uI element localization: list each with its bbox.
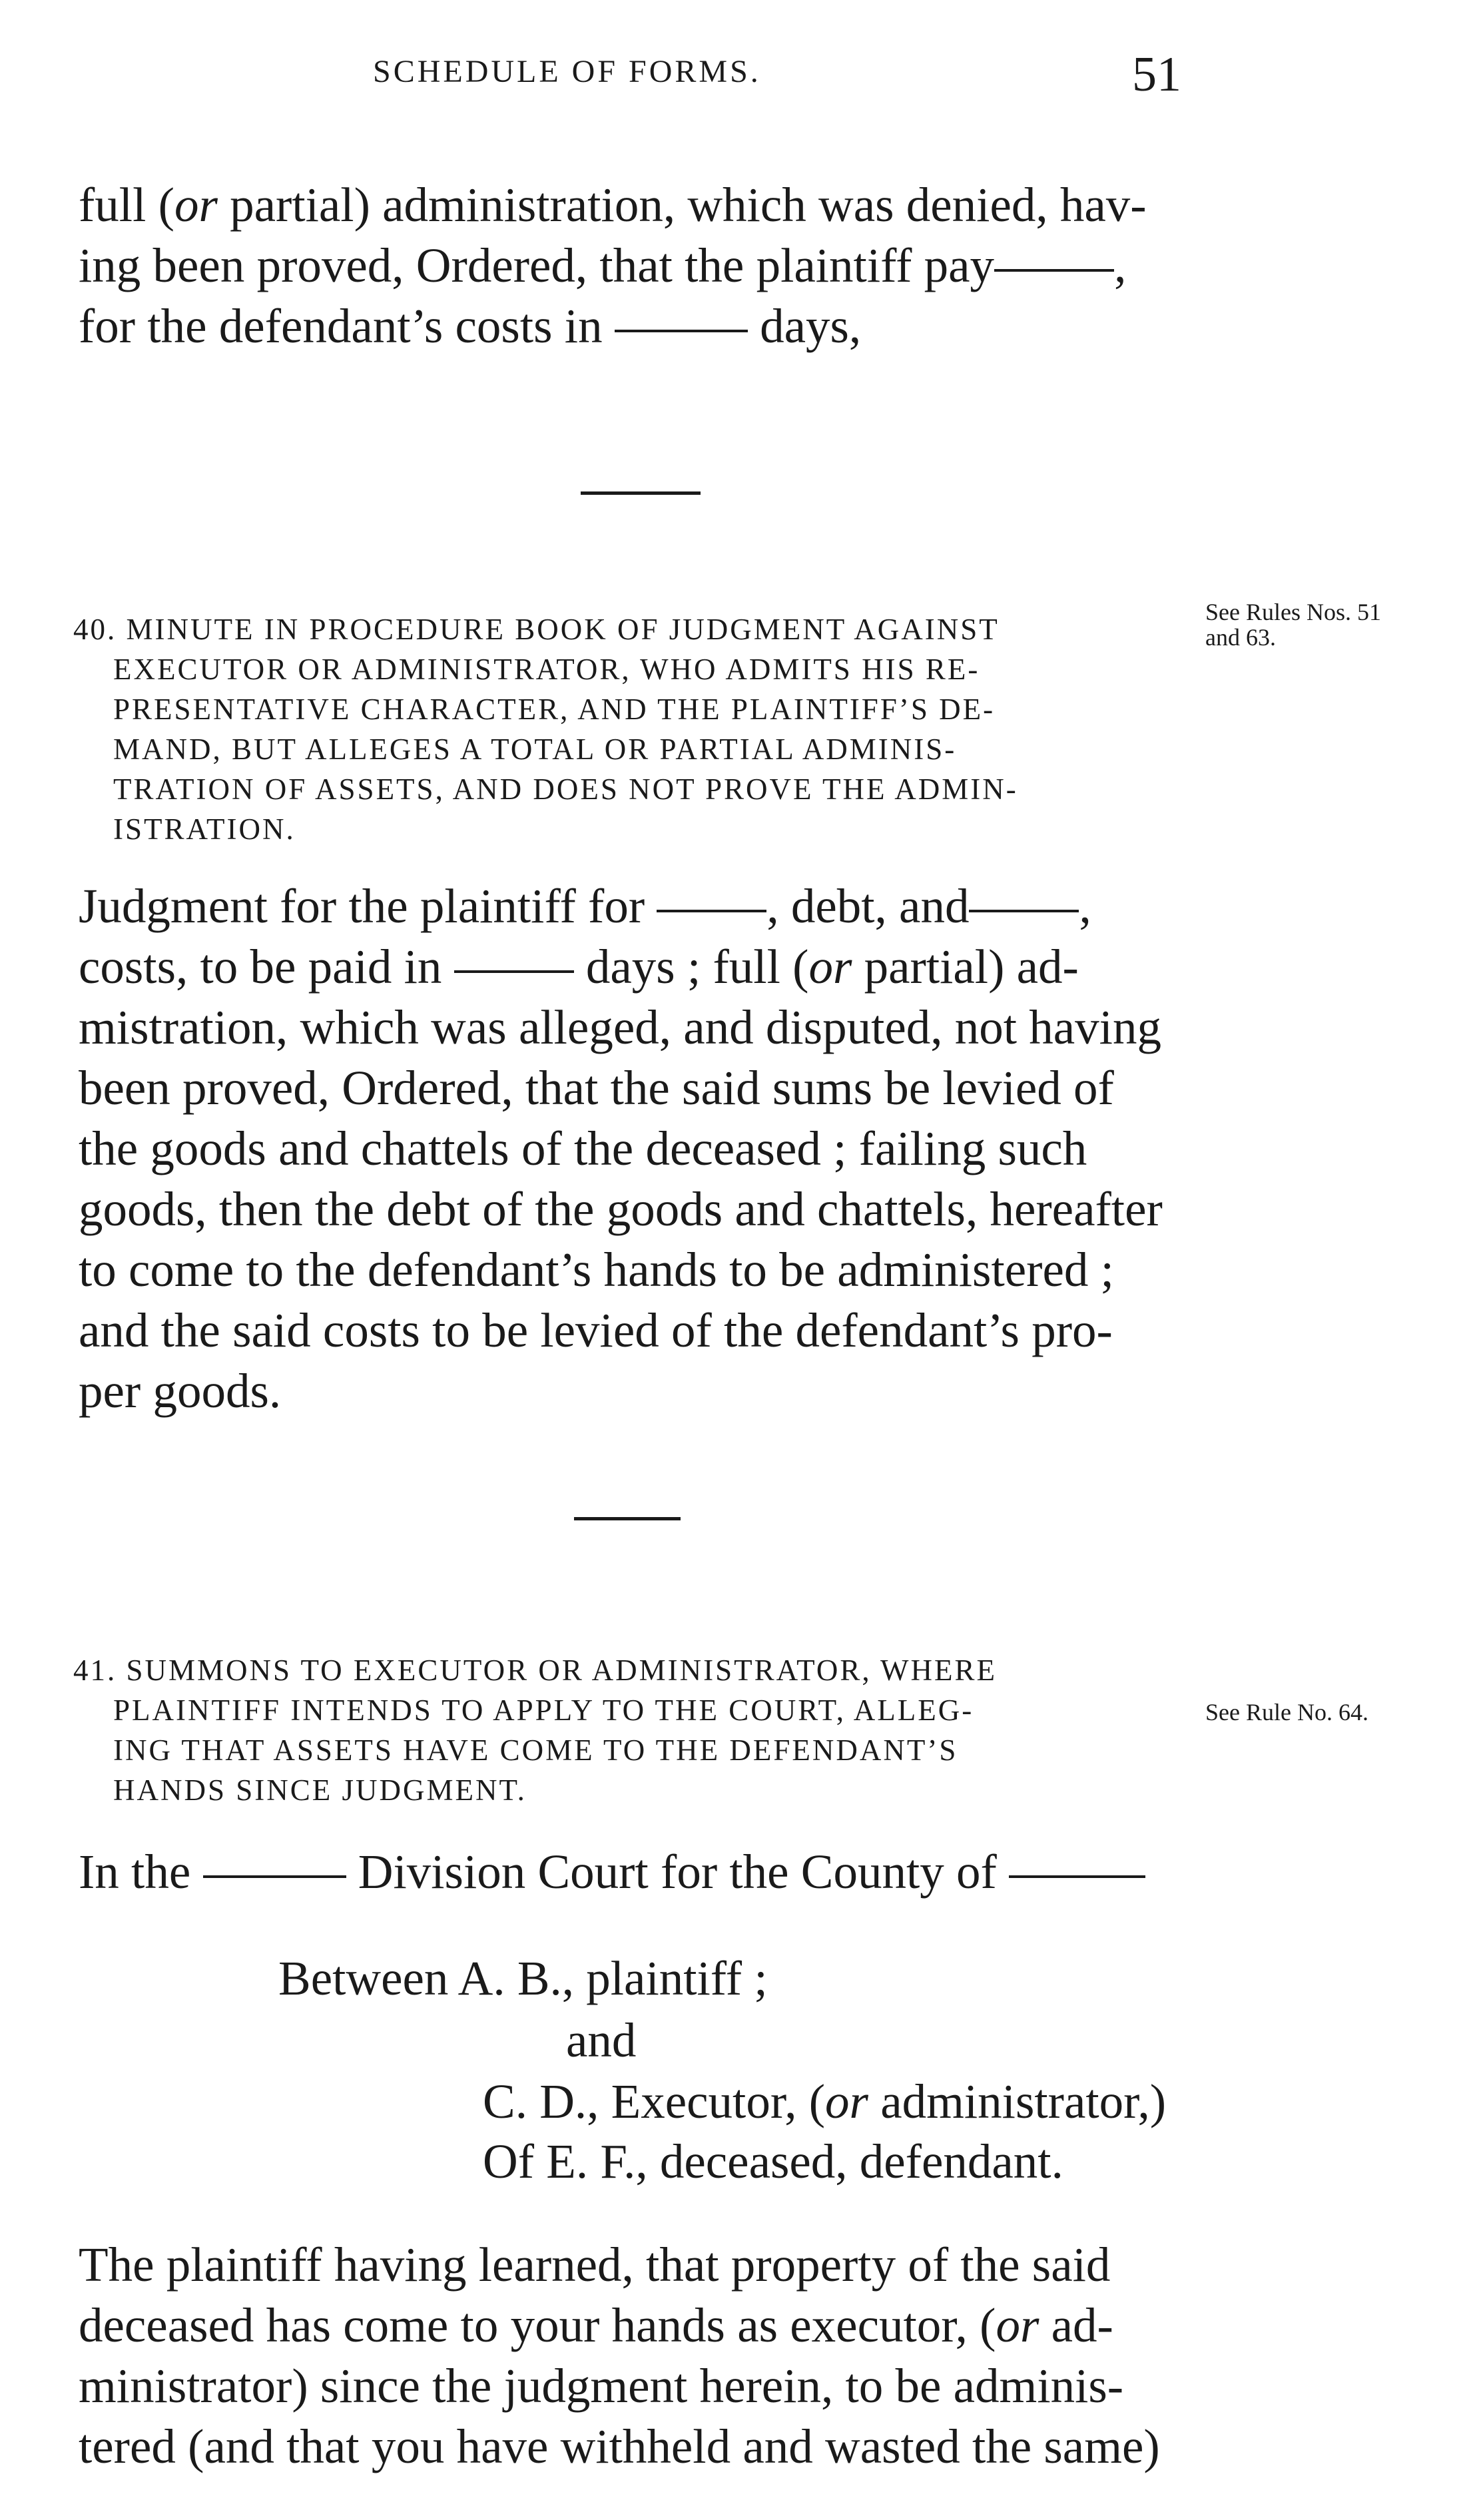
fill-blank <box>994 269 1114 272</box>
heading-line: PRESENTATIVE CHARACTER, AND THE PLAINTIFF’S DE- <box>113 693 996 726</box>
text-line: The plaintiff having learned, that property of the said <box>79 2238 1111 2292</box>
heading-line: 40. MINUTE IN PROCEDURE BOOK OF JUDGMENT AGAINST <box>73 613 1000 646</box>
form-41-heading <box>73 1650 997 1810</box>
text-line: per goods. <box>79 1364 282 1418</box>
heading-line: TRATION OF ASSETS, AND DOES NOT PROVE THE ADMIN- <box>113 773 1018 806</box>
form-40-margin-note: See Rules Nos. 51 and 63. <box>1205 599 1381 651</box>
fill-blank <box>203 1875 346 1878</box>
fill-blank <box>1009 1875 1145 1878</box>
fill-blank <box>454 970 574 973</box>
form-41-margin-note: See Rule No. 64. <box>1205 1699 1368 1726</box>
defendant-line: C. D., Executor, (or administrator,) <box>483 2074 1167 2128</box>
section-divider <box>581 491 701 495</box>
heading-line: EXECUTOR OR ADMINISTRATOR, WHO ADMITS HIS RE- <box>113 653 980 686</box>
text-line: costs, to be paid in days ; full (or partial) ad- <box>79 940 1079 994</box>
text-line: goods, then the debt of the goods and chattels, hereafter <box>79 1182 1163 1236</box>
text-line: full (or partial) administration, which was denied, hav- <box>79 178 1147 232</box>
heading-line: HANDS SINCE JUDGMENT. <box>113 1773 527 1807</box>
and-line: and <box>566 2013 637 2067</box>
running-title: SCHEDULE OF FORMS. <box>373 54 761 89</box>
form-41-body <box>79 2234 1160 2477</box>
text-line: for the defendant’s costs in days, <box>79 299 862 353</box>
heading-line: PLAINTIFF INTENDS TO APPLY TO THE COURT, ALLEG- <box>113 1694 974 1727</box>
text-line: ministrator) since the judgment herein, to be adminis- <box>79 2359 1124 2413</box>
text-line: been proved, Ordered, that the said sums be levied of <box>79 1061 1114 1115</box>
section-divider <box>574 1517 681 1520</box>
between-line: Between A. B., plaintiff ; <box>278 1951 768 2005</box>
text-line: ing been proved, Ordered, that the plaintiff pay , <box>79 238 1127 292</box>
text-line: the goods and chattels of the deceased ; failing such <box>79 1121 1087 1175</box>
text-line: and the said costs to be levied of the defendant’s pro- <box>79 1303 1113 1357</box>
text-line: Judgment for the plaintiff for , debt, and , <box>79 879 1091 933</box>
heading-line: ISTRATION. <box>113 812 296 846</box>
heading-line: ING THAT ASSETS HAVE COME TO THE DEFENDANT’S <box>113 1733 958 1767</box>
text-line: deceased has come to your hands as executor, (or ad- <box>79 2298 1113 2352</box>
fill-blank <box>969 910 1079 912</box>
carryover-paragraph <box>79 174 1147 356</box>
deceased-line: Of E. F., deceased, defendant. <box>483 2134 1063 2188</box>
text-line: tered (and that you have withheld and wasted the same) <box>79 2419 1160 2473</box>
fill-blank <box>615 330 748 332</box>
heading-line: 41. SUMMONS TO EXECUTOR OR ADMINISTRATOR, WHERE <box>73 1654 997 1687</box>
form-40-body <box>79 876 1163 1421</box>
text-line: to come to the defendant’s hands to be administered ; <box>79 1243 1114 1297</box>
court-line: In the Division Court for the County of <box>79 1841 1145 1902</box>
fill-blank <box>657 910 766 912</box>
form-40-heading <box>73 609 1018 849</box>
text-line: mistration, which was alleged, and disputed, not having <box>79 1000 1161 1054</box>
page-number: 51 <box>1132 47 1181 102</box>
heading-line: MAND, BUT ALLEGES A TOTAL OR PARTIAL ADMINIS- <box>113 733 957 766</box>
